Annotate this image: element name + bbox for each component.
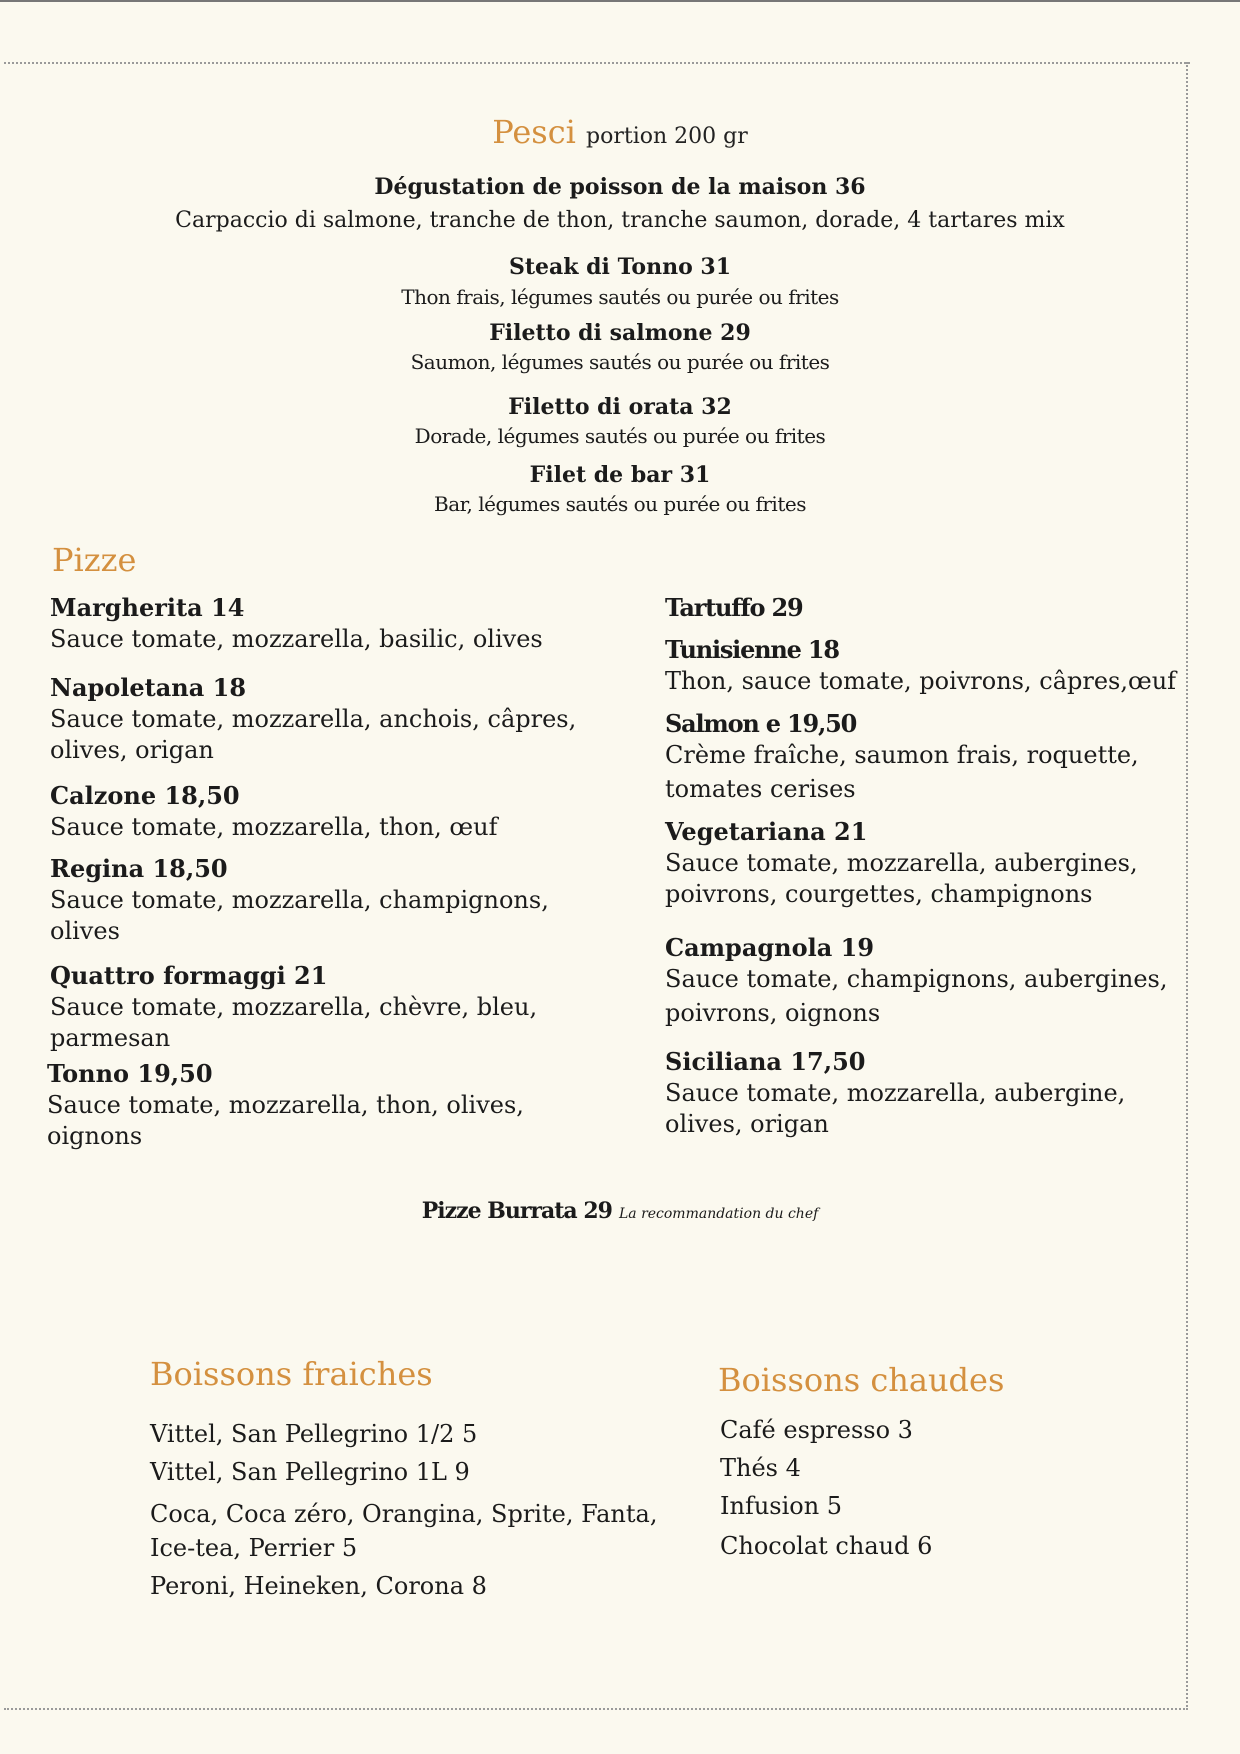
pizza-burrata-recommendation (0, 1198, 1240, 1224)
pesci-item-name: Filetto di salmone 29 (489, 320, 751, 346)
pizza-desc: Sauce tomate, mozzarella, basilic, olives (50, 625, 543, 653)
pizza-name: Tonno 19,50 (47, 1059, 213, 1088)
drink-line: Vittel, San Pellegrino 1L 9 (150, 1458, 470, 1486)
pizza-desc: Sauce tomate, mozzarella, aubergines, (665, 849, 1138, 877)
pizza-item (665, 1046, 1205, 1140)
pesci-item-desc: Bar, légumes sautés ou purée ou frites (434, 492, 806, 516)
pizza-name: Tartuffo 29 (665, 593, 803, 622)
pizza-desc: Sauce tomate, champignons, aubergines, (665, 965, 1168, 993)
drink-line: Peroni, Heineken, Corona 8 (150, 1572, 487, 1600)
pizza-desc-line2: olives (50, 917, 120, 945)
pizza-name: Margherita 14 (50, 593, 245, 622)
pizza-desc-line2: tomates cerises (665, 775, 856, 803)
pizza-desc-line2: olives, origan (665, 1110, 829, 1138)
pizza-desc-line2: parmesan (50, 1024, 171, 1052)
pizza-name: Regina 18,50 (50, 854, 228, 883)
pizza-name: Siciliana 17,50 (665, 1047, 866, 1076)
pizza-desc-line2: olives, origan (50, 736, 214, 764)
drink-line: Ice-tea, Perrier 5 (150, 1534, 358, 1562)
burrata-name: Pizze Burrata 29 (421, 1198, 612, 1224)
pesci-item-name: Filetto di orata 32 (508, 394, 732, 420)
top-rule (0, 0, 1240, 2)
pizza-name: Napoletana 18 (50, 673, 247, 702)
pizza-desc: Sauce tomate, mozzarella, thon, olives, (47, 1091, 524, 1119)
pesci-item-name: Filet de bar 31 (529, 462, 711, 488)
pizza-item (50, 592, 590, 655)
boissons-fraiches-title: Boissons fraiches (150, 1355, 433, 1393)
pizza-name: Tunisienne 18 (665, 635, 839, 664)
pesci-item-name: Steak di Tonno 31 (508, 254, 732, 280)
pizza-item (50, 672, 590, 766)
pizza-desc: Crème fraîche, saumon frais, roquette, (665, 741, 1139, 769)
pizza-desc-line2: poivrons, oignons (665, 999, 881, 1027)
dotted-border-top (4, 62, 1190, 64)
pizza-desc-line2: poivrons, courgettes, champignons (665, 880, 1093, 908)
pizza-name: Salmon e 19,50 (665, 709, 857, 738)
drink-line: Coca, Coca zéro, Orangina, Sprite, Fanta, (150, 1500, 658, 1528)
pesci-title: Pesci (492, 113, 576, 151)
pesci-item-name: Dégustation de poisson de la maison 36 (374, 174, 866, 200)
drink-line: Thés 4 (720, 1454, 801, 1482)
pizza-name: Calzone 18,50 (50, 781, 240, 810)
pizza-item (665, 592, 1205, 624)
pizza-name: Campagnola 19 (665, 933, 875, 962)
pizza-desc: Sauce tomate, mozzarella, champignons, (50, 886, 549, 914)
pesci-item-desc: Saumon, légumes sautés ou purée ou frites (410, 350, 830, 374)
pizza-item (665, 634, 1205, 697)
pizza-item (50, 780, 590, 843)
drink-line: Infusion 5 (720, 1492, 843, 1520)
pizza-item (50, 960, 590, 1054)
boissons-chaudes-title: Boissons chaudes (718, 1361, 1005, 1399)
pesci-item-desc: Thon frais, légumes sautés ou purée ou frites (401, 285, 839, 309)
pizza-desc: Sauce tomate, mozzarella, aubergine, (665, 1079, 1126, 1107)
dotted-border-bottom (4, 1708, 1188, 1710)
pizze-title: Pizze (52, 541, 137, 579)
pizza-name: Vegetariana 21 (665, 817, 868, 846)
pesci-item-desc: Dorade, légumes sautés ou purée ou frites (414, 424, 826, 448)
pizza-item (665, 932, 1205, 1029)
pesci-item-desc: Carpaccio di salmone, tranche de thon, tranche saumon, dorade, 4 tartares mix (175, 208, 1065, 233)
pesci-portion: portion 200 gr (586, 124, 748, 149)
pizza-desc: Sauce tomate, mozzarella, chèvre, bleu, (50, 993, 538, 1021)
drink-line: Chocolat chaud 6 (720, 1532, 933, 1560)
pizza-item (665, 708, 1205, 805)
pizza-item (50, 853, 590, 947)
pizza-desc: Sauce tomate, mozzarella, anchois, câpres, (50, 705, 577, 733)
pizza-item (665, 816, 1205, 910)
pizza-desc-line2: oignons (47, 1122, 143, 1150)
pesci-heading (0, 112, 1240, 157)
pizza-item (47, 1058, 587, 1152)
burrata-note: La recommandation du chef (618, 1206, 819, 1222)
pizza-desc: Sauce tomate, mozzarella, thon, œuf (50, 813, 498, 841)
pizza-desc: Thon, sauce tomate, poivrons, câpres,œuf (665, 667, 1177, 695)
drink-line: Vittel, San Pellegrino 1/2 5 (150, 1420, 478, 1448)
pizza-name: Quattro formaggi 21 (50, 961, 328, 990)
drink-line: Café espresso 3 (720, 1416, 913, 1444)
